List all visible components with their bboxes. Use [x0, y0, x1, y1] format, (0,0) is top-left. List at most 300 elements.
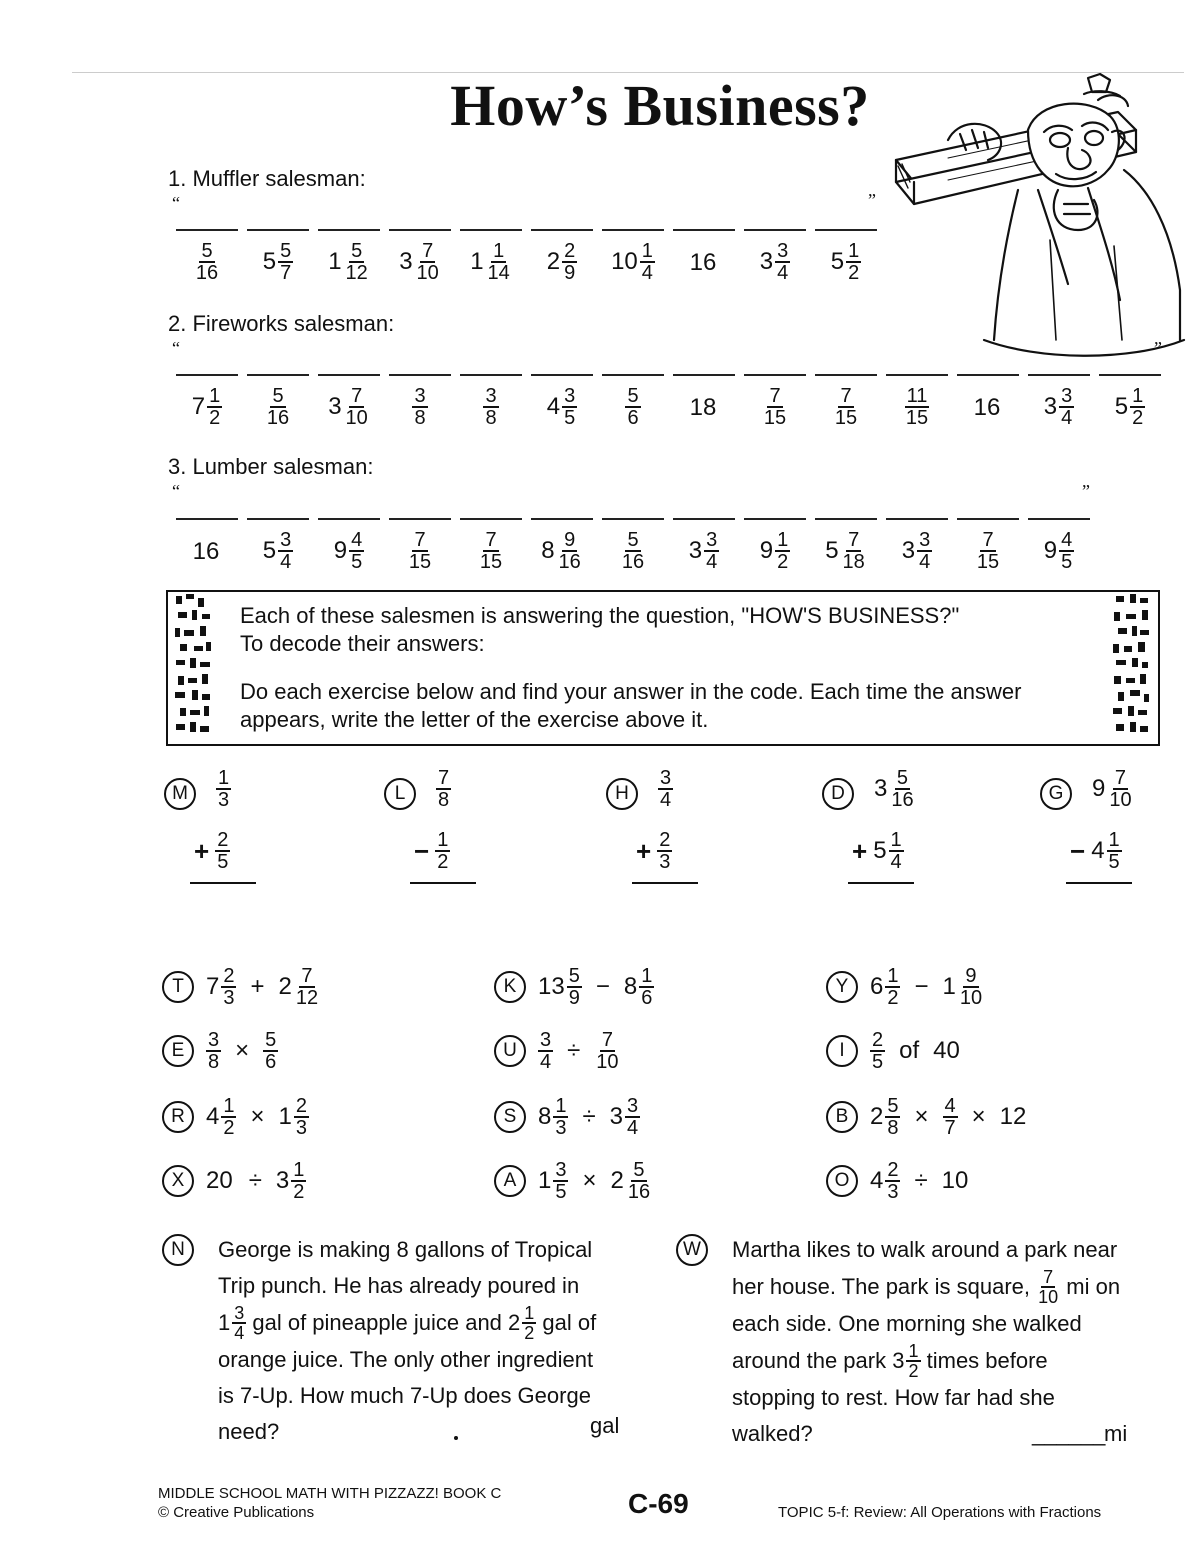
answer-blank[interactable]: [1028, 518, 1090, 520]
numerator: 2: [564, 240, 576, 262]
mixed-number: [870, 1030, 885, 1072]
denominator: 6: [265, 1051, 277, 1073]
fraction: [562, 386, 577, 428]
answer-blank[interactable]: [176, 229, 238, 231]
fraction: [1036, 1268, 1060, 1306]
fraction: [841, 530, 867, 572]
mixed-number: [435, 830, 450, 872]
whole-part: 9: [1043, 537, 1058, 564]
instructions-line-1: Each of these salesmen is answering the question, "HOW'S BUSINESS?": [240, 603, 960, 628]
denominator: 5: [564, 407, 576, 429]
fraction: [704, 530, 719, 572]
denominator: 5: [1061, 551, 1073, 573]
numerator: 11: [906, 385, 928, 407]
numerator: 5: [272, 385, 284, 407]
fraction: [562, 241, 577, 283]
denominator: 4: [706, 551, 718, 573]
answer-blank[interactable]: [247, 374, 309, 376]
bottom-operand: [414, 830, 450, 872]
denominator: 4: [919, 551, 931, 573]
answer-blank[interactable]: [815, 374, 877, 376]
fraction: [206, 1030, 221, 1072]
mixed-number: [276, 1160, 306, 1202]
fraction: [917, 530, 932, 572]
whole-part: 4: [546, 393, 561, 420]
mixed-number: [933, 1037, 962, 1065]
answer-blank[interactable]: [531, 518, 593, 520]
denominator: 2: [437, 851, 449, 873]
mixed-number: [412, 386, 427, 428]
answer-blank[interactable]: [389, 518, 451, 520]
denominator: 15: [834, 407, 858, 429]
code-cell: [744, 518, 806, 572]
fraction: [775, 241, 790, 283]
numerator: 7: [438, 767, 450, 789]
fraction: [1036, 1268, 1060, 1306]
denominator: 2: [887, 987, 899, 1009]
fraction: [870, 1030, 885, 1072]
numerator: 7: [840, 385, 852, 407]
answer-blank[interactable]: [318, 374, 380, 376]
denominator: 3: [223, 987, 235, 1009]
code-row-2: [176, 374, 1170, 428]
mixed-number: [547, 386, 577, 428]
mixed-number: [902, 530, 932, 572]
denominator: 2: [223, 1117, 235, 1139]
vertical-exercise: [606, 768, 756, 888]
word-problem-text: times before: [920, 1348, 1048, 1373]
fraction: [263, 1030, 278, 1072]
mixed-number: [870, 1160, 900, 1202]
mixed-number: [690, 386, 719, 422]
denominator: 5: [217, 851, 229, 873]
horizontal-exercise: [162, 1096, 309, 1138]
whole-part: 3: [609, 1103, 624, 1130]
answer-blank[interactable]: [957, 518, 1019, 520]
exercise-letter-badge: T: [162, 971, 194, 1003]
numerator: 1: [209, 385, 221, 407]
whole-part: 16: [192, 538, 220, 565]
word-problem-text: each side. One morning she walked: [732, 1311, 1082, 1336]
sum-line: [848, 882, 914, 884]
horizontal-exercise: [494, 1096, 640, 1138]
whole-part: 3: [688, 537, 703, 564]
mixed-number: [206, 1167, 235, 1195]
mixed-number: [328, 241, 370, 283]
exercise-letter-badge: U: [494, 1035, 526, 1067]
fraction: [567, 966, 582, 1008]
numerator: 1: [524, 1303, 535, 1323]
fraction: [221, 966, 236, 1008]
numerator: 5: [351, 240, 363, 262]
word-problem-text: her house. The park is square,: [732, 1274, 1037, 1299]
decorative-border-left: [172, 592, 216, 744]
whole-part: 5: [830, 248, 845, 275]
answer-blank[interactable]: [673, 518, 735, 520]
horizontal-exercise: [494, 1160, 652, 1202]
numerator: 7: [982, 529, 994, 551]
whole-part: 1: [470, 248, 484, 275]
numerator: 3: [919, 529, 931, 551]
page-title: How’s Business?: [450, 73, 870, 138]
instructions-line-2: To decode their answers:: [240, 631, 485, 656]
denominator: 10: [345, 407, 368, 429]
fraction: [1107, 830, 1122, 872]
exercise-letter-badge: O: [826, 1165, 858, 1197]
answer-blank[interactable]: [389, 374, 451, 376]
exercise-letter-badge: Y: [826, 971, 858, 1003]
word-problem-text: orange juice. The only other ingredient: [218, 1347, 594, 1372]
problem-2-label: 2. Fireworks salesman:: [168, 311, 395, 336]
numerator: 5: [265, 1029, 277, 1051]
exercise-letter-badge: L: [384, 778, 416, 810]
mixed-number: [974, 386, 1003, 422]
numerator: 3: [1061, 385, 1073, 407]
answer-blank[interactable]: [886, 374, 948, 376]
numerator: 7: [414, 529, 426, 551]
answer-blank[interactable]: [815, 229, 877, 231]
horizontal-exercise: [494, 966, 654, 1008]
denominator: 3: [887, 1181, 899, 1203]
whole-part: 1: [278, 1103, 292, 1130]
code-cell: [318, 518, 380, 572]
numerator: 1: [437, 829, 449, 851]
exercise-letter-badge: N: [162, 1234, 194, 1266]
answer-blank[interactable]: ______: [1032, 1421, 1106, 1446]
horizontal-exercise: [162, 1160, 306, 1202]
whole-part: 4: [1091, 837, 1105, 864]
whole-part: 4: [206, 1103, 220, 1130]
denominator: 5: [872, 1051, 884, 1073]
vertical-exercise: [822, 768, 972, 888]
fraction: [658, 768, 673, 810]
answer-blank[interactable]: [744, 374, 806, 376]
exercise-letter-badge: G: [1040, 778, 1072, 810]
whole-part: 8: [623, 973, 638, 1000]
top-operand: [216, 768, 231, 810]
answer-blank[interactable]: [247, 229, 309, 231]
denominator: 15: [905, 407, 929, 429]
code-cell: [815, 229, 877, 283]
answer-blank[interactable]: [744, 518, 806, 520]
whole-part: 3: [275, 1167, 290, 1194]
fraction: [294, 966, 320, 1008]
numerator: 7: [301, 965, 313, 987]
answer-blank[interactable]: [460, 374, 522, 376]
code-cell: [389, 229, 451, 283]
close-quote: ”: [868, 190, 876, 210]
word-problem-text: stopping to rest. How far had she: [732, 1385, 1055, 1410]
mixed-number: [760, 241, 790, 283]
operator: of: [899, 1037, 920, 1064]
fraction: [278, 530, 293, 572]
denominator: 15: [976, 551, 1000, 573]
mixed-number: [1115, 386, 1145, 428]
mixed-number: [334, 530, 364, 572]
answer-blank[interactable]: [815, 518, 877, 520]
fraction: [553, 1160, 568, 1202]
answer-unit-gal: gal: [590, 1413, 620, 1438]
fraction: [958, 966, 984, 1008]
denominator: 6: [641, 987, 653, 1009]
answer-blank[interactable]: [460, 229, 522, 231]
sum-line: [190, 882, 256, 884]
numerator: 3: [706, 529, 718, 551]
numerator: 5: [887, 1095, 899, 1117]
footer-topic: TOPIC 5-f: Review: All Operations with Fractions: [778, 1504, 1102, 1521]
fraction: [1130, 386, 1145, 428]
mixed-number: [478, 530, 504, 572]
fraction: [278, 241, 293, 283]
code-cell: [247, 229, 309, 283]
word-problem-line: [732, 1416, 1172, 1452]
mixed-number: [870, 1096, 900, 1138]
open-quote: “: [172, 338, 180, 358]
answer-blank[interactable]: [318, 229, 380, 231]
denominator: 12: [295, 987, 319, 1009]
mixed-number: [508, 1304, 536, 1342]
horizontal-exercise: [494, 1030, 621, 1072]
numerator: 7: [601, 1029, 613, 1051]
numerator: 7: [351, 385, 363, 407]
code-cell: [389, 518, 451, 572]
fraction: [291, 1160, 306, 1202]
numerator: 1: [908, 1341, 919, 1361]
answer-blank[interactable]: [531, 229, 593, 231]
word-problem-text: Trip punch. He has already poured in: [218, 1273, 580, 1298]
mixed-number: [624, 966, 654, 1008]
denominator: 4: [641, 262, 653, 284]
numerator: 1: [641, 240, 653, 262]
fraction: [1107, 768, 1133, 810]
word-problem-text: Martha likes to walk around a park near: [732, 1237, 1118, 1262]
numerator: 3: [660, 767, 672, 789]
decorative-border-right: [1110, 592, 1154, 744]
whole-part: 5: [262, 248, 277, 275]
mixed-number: [263, 1030, 278, 1072]
denominator: 14: [487, 262, 510, 284]
mixed-number: [892, 1342, 920, 1380]
operator: −: [1070, 835, 1086, 866]
answer-blank[interactable]: [389, 229, 451, 231]
denominator: 16: [195, 262, 219, 284]
mixed-number: [831, 241, 861, 283]
mixed-number: [975, 530, 1001, 572]
fraction: [415, 241, 441, 283]
fraction: [412, 386, 427, 428]
whole-part: 9: [1092, 775, 1106, 802]
whole-part: 10: [611, 248, 638, 275]
denominator: 12: [345, 262, 368, 284]
lumber-salesman-illustration: [888, 70, 1188, 370]
sum-line: [632, 882, 698, 884]
answer-blank[interactable]: [318, 518, 380, 520]
denominator: 4: [660, 789, 672, 811]
denominator: 10: [959, 987, 983, 1009]
mixed-number: [192, 386, 222, 428]
answer-blank[interactable]: [602, 518, 664, 520]
whole-part: 1: [538, 1167, 552, 1194]
operator: ×: [971, 1103, 986, 1130]
whole-part: 10: [941, 1167, 969, 1194]
operator: −: [595, 973, 610, 1000]
answer-blank[interactable]: [1099, 374, 1161, 376]
stray-mark: [454, 1436, 458, 1440]
exercise-letter-badge: M: [164, 778, 196, 810]
top-operand: [1092, 768, 1134, 810]
code-cell: [744, 229, 806, 283]
denominator: 15: [479, 551, 503, 573]
whole-part: 2: [870, 1103, 884, 1130]
fraction: [483, 386, 498, 428]
whole-part: 5: [262, 537, 277, 564]
denominator: 7: [944, 1117, 956, 1139]
denominator: 4: [890, 851, 902, 873]
denominator: 8: [208, 1051, 220, 1073]
operator: ÷: [582, 1103, 596, 1130]
whole-part: 8: [541, 537, 555, 564]
top-operand: [658, 768, 673, 810]
denominator: 8: [887, 1117, 899, 1139]
fraction: [1059, 386, 1074, 428]
denominator: 6: [627, 407, 639, 429]
mixed-number: [689, 530, 719, 572]
numerator: 1: [223, 1095, 235, 1117]
code-cell: [957, 518, 1019, 572]
code-cell: [247, 518, 309, 572]
word-problem-text: gal of: [536, 1310, 597, 1335]
code-cell: [460, 374, 522, 428]
denominator: 10: [416, 262, 439, 284]
whole-part: 7: [191, 393, 206, 420]
fraction: [889, 768, 915, 810]
operator: −: [914, 973, 929, 1000]
word-problem-text: need?: [218, 1419, 280, 1444]
denominator: 10: [1038, 1287, 1059, 1307]
word-problem-text: around the park: [732, 1348, 893, 1373]
vertical-exercise: [1040, 768, 1190, 888]
word-problem-text: gal of pineapple juice and: [246, 1310, 509, 1335]
word-problem-line: [732, 1342, 1172, 1380]
whole-part: 5: [825, 537, 839, 564]
whole-part: 2: [546, 248, 561, 275]
horizontal-exercise: [162, 966, 320, 1008]
open-quote: “: [172, 193, 180, 213]
mixed-number: [610, 1096, 640, 1138]
code-cell: [176, 229, 238, 283]
exercise-letter-badge: W: [676, 1234, 708, 1266]
numerator: 3: [485, 385, 497, 407]
code-cell: [176, 518, 238, 572]
denominator: 2: [777, 551, 789, 573]
code-cell: [673, 518, 735, 572]
mixed-number: [328, 386, 370, 428]
exercise-letter-badge: B: [826, 1101, 858, 1133]
mixed-number: [611, 1160, 653, 1202]
numerator: 3: [234, 1303, 245, 1323]
answer-blank[interactable]: [602, 374, 664, 376]
numerator: 4: [1061, 529, 1073, 551]
numerator: 5: [896, 767, 909, 789]
numerator: 3: [208, 1029, 220, 1051]
answer-blank[interactable]: [1028, 374, 1090, 376]
fraction: [538, 1030, 553, 1072]
numerator: 4: [944, 1095, 956, 1117]
denominator: 3: [555, 1117, 567, 1139]
code-cell: [318, 229, 380, 283]
numerator: 3: [540, 1029, 552, 1051]
whole-part: 16: [973, 394, 1001, 421]
footer-book-title: MIDDLE SCHOOL MATH WITH PIZZAZZ! BOOK C: [158, 1485, 502, 1502]
instructions-line-4: appears, write the letter of the exercise above it.: [240, 707, 709, 732]
code-cell: [815, 518, 877, 572]
fraction: [594, 1030, 620, 1072]
numerator: 7: [422, 240, 434, 262]
fraction: [232, 1304, 246, 1342]
answer-blank[interactable]: [247, 518, 309, 520]
code-cell: [1028, 518, 1090, 572]
numerator: 9: [965, 965, 977, 987]
mixed-number: [1044, 386, 1074, 428]
mixed-number: [206, 1096, 236, 1138]
answer-blank[interactable]: [460, 518, 522, 520]
denominator: 4: [234, 1323, 245, 1343]
word-problem-line: [218, 1304, 658, 1342]
whole-part: 6: [870, 973, 884, 1000]
fraction: [904, 386, 930, 428]
code-cell: [744, 374, 806, 428]
mixed-number: [193, 530, 222, 566]
mixed-number: [538, 1030, 553, 1072]
operator: ×: [582, 1167, 597, 1194]
mixed-number: [943, 966, 985, 1008]
fraction: [626, 1160, 652, 1202]
denominator: 9: [564, 262, 576, 284]
answer-blank[interactable]: [957, 374, 1019, 376]
mixed-number: [541, 530, 583, 572]
numerator: 3: [564, 385, 576, 407]
exercise-letter-badge: S: [494, 1101, 526, 1133]
close-quote: ”: [1154, 338, 1162, 358]
whole-part: 2: [610, 1167, 624, 1194]
numerator: 2: [217, 829, 229, 851]
fraction: [775, 530, 790, 572]
answer-blank[interactable]: [531, 374, 593, 376]
fraction: [620, 530, 646, 572]
mixed-number: [399, 241, 441, 283]
whole-part: 1: [328, 248, 342, 275]
denominator: 18: [842, 551, 865, 573]
word-problem-w: [683, 1232, 1172, 1452]
mixed-number: [538, 966, 582, 1008]
answer-blank[interactable]: [673, 374, 735, 376]
exercise-letter-badge: A: [494, 1165, 526, 1197]
fraction: [906, 1342, 920, 1380]
answer-blank[interactable]: [176, 518, 238, 520]
answer-blank[interactable]: [886, 518, 948, 520]
operator: +: [194, 835, 210, 866]
answer-blank[interactable]: [176, 374, 238, 376]
answer-blank[interactable]: [744, 229, 806, 231]
numerator: 7: [485, 529, 497, 551]
answer-blank[interactable]: [673, 229, 735, 231]
denominator: 7: [280, 262, 292, 284]
whole-part: 3: [901, 537, 916, 564]
whole-part: 20: [206, 1167, 233, 1194]
answer-blank[interactable]: [602, 229, 664, 231]
fraction: [846, 241, 861, 283]
fraction: [221, 1096, 236, 1138]
